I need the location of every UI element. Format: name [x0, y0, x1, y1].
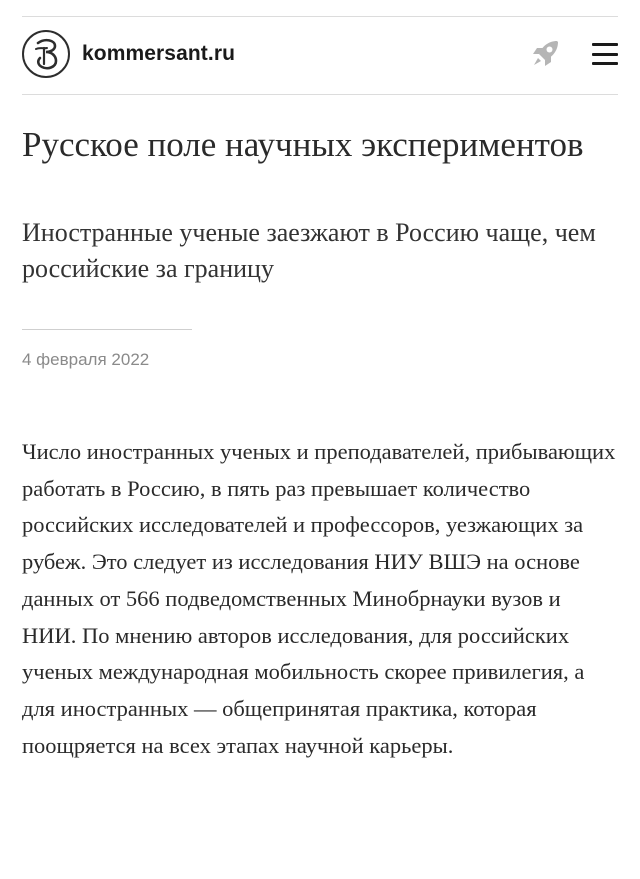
article-date: 4 февраля 2022: [22, 350, 150, 369]
header-divider: [22, 94, 618, 95]
article-title: Русское поле научных экспериментов: [22, 125, 584, 164]
hamburger-menu-icon[interactable]: [592, 35, 618, 73]
article-body: Число иностранных ученых и преподавателей, прибывающих работать в Россию, в пять раз превышает количество российских исследователей и профессоров, уезжающих за рубеж. Это следует из исследования НИУ ВШЭ на основе данных от 566 подведомственных Минобрнауки вузов и НИИ. По мнению авторов исследования, для российских ученых международная мобильность скорее привилегия, а для иностранных — общепринятая практика, которая поощряется на всех этапах научной карьеры.: [22, 439, 616, 758]
rocket-icon[interactable]: [526, 35, 564, 73]
menu-bar: [592, 62, 618, 65]
meta-divider: [22, 329, 192, 330]
home-link[interactable]: [22, 30, 235, 78]
kommersant-logo-icon: [22, 30, 70, 78]
article-subtitle: Иностранные ученые заезжают в Россию чаще, чем российские за границу: [22, 218, 596, 283]
menu-bar: [592, 53, 618, 56]
top-divider: [22, 16, 618, 17]
header-actions: [526, 35, 618, 73]
menu-bar: [592, 43, 618, 46]
site-header: [22, 24, 618, 84]
site-name: kommersant.ru: [82, 42, 236, 65]
